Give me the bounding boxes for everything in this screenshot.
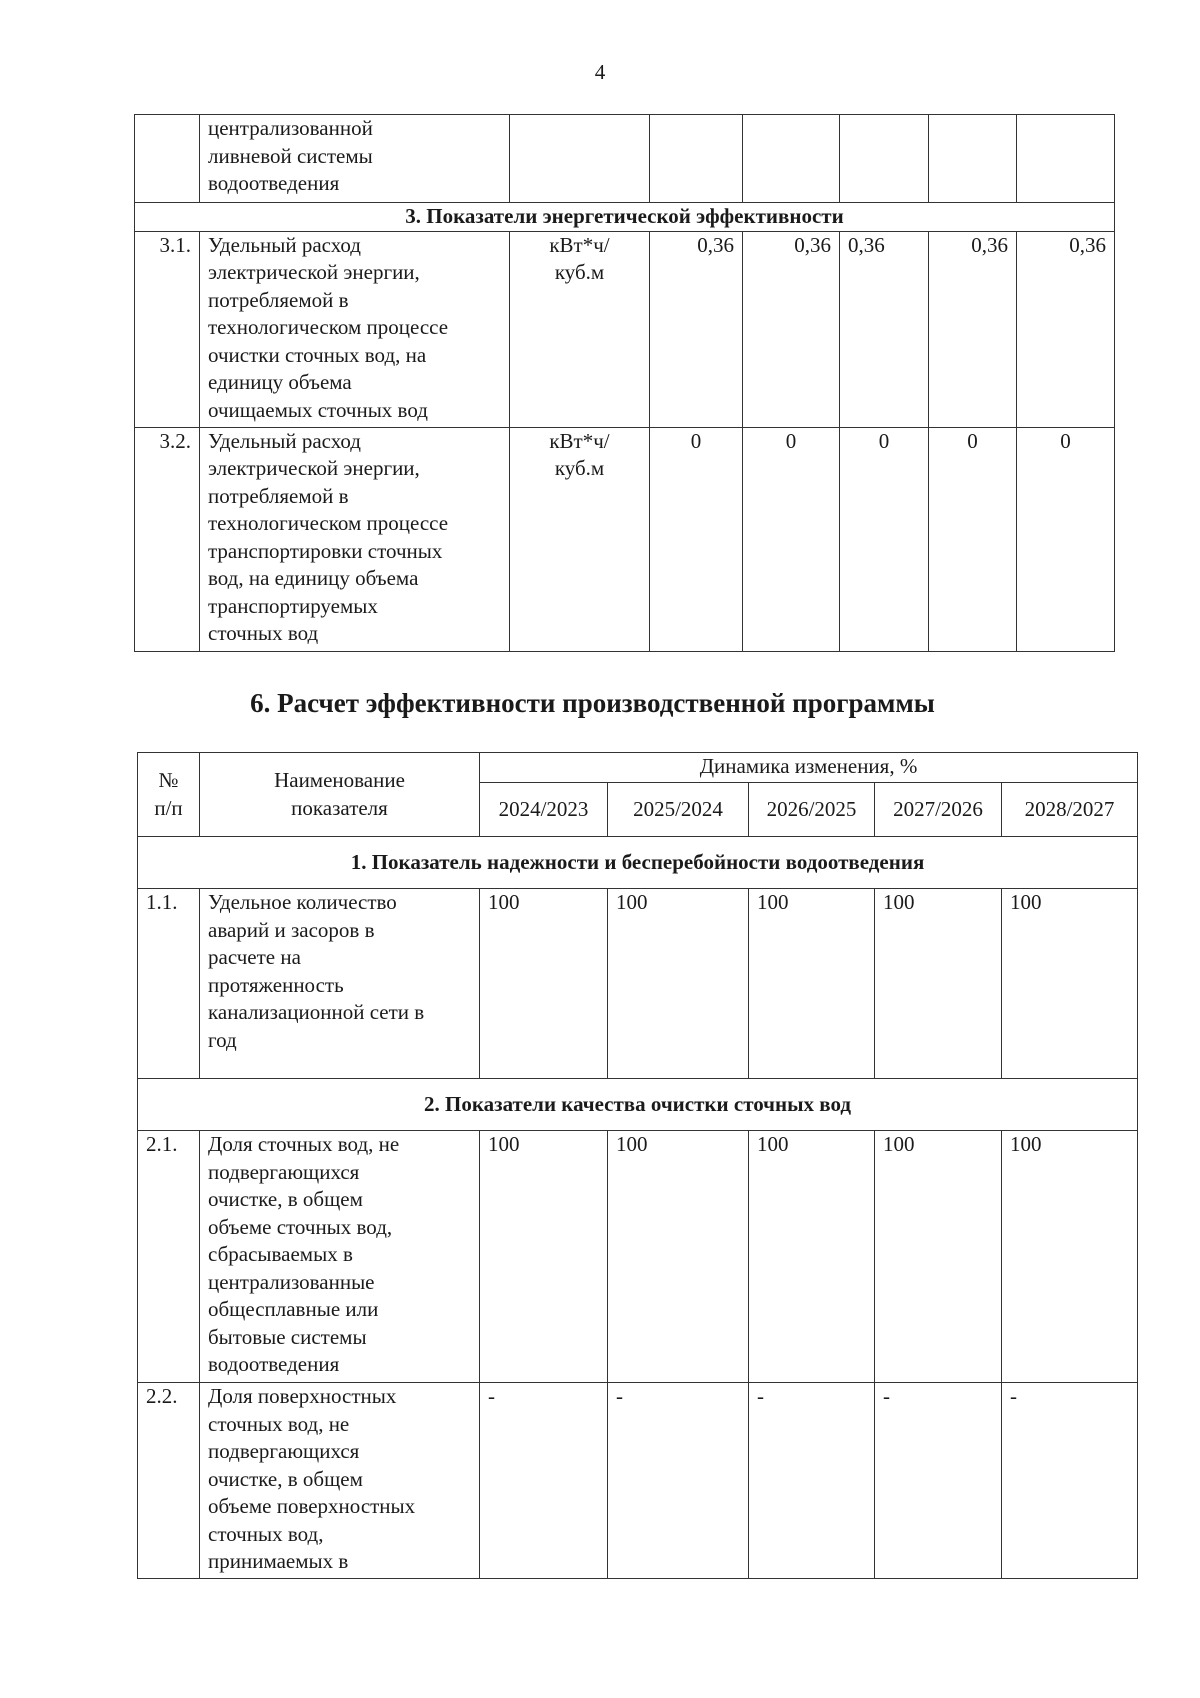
name-line: очистке, в общем [208, 1187, 363, 1211]
name-header-line: Наименование [274, 768, 405, 792]
unit-cell [510, 427, 650, 651]
num-header-line: п/п [154, 795, 183, 820]
value-cell: - [875, 1383, 1002, 1579]
name-line: технологическом процессе [208, 511, 449, 535]
value-cell: - [749, 1383, 875, 1579]
value-cell: 100 [875, 1131, 1002, 1383]
section-3-header: 3. Показатели энергетической эффективности [135, 203, 1115, 232]
value-cell: - [1002, 1383, 1138, 1579]
unit-line: куб.м [554, 456, 605, 480]
name-line: водоотведения [208, 1352, 340, 1376]
value-cell: 0,36 [743, 231, 840, 427]
value-cell [1017, 115, 1115, 203]
value-cell: 100 [480, 889, 608, 1079]
name-line: транспортируемых [208, 593, 378, 618]
indicator-name [200, 1383, 480, 1579]
section-title: 6. Расчет эффективности производственной программы [250, 688, 935, 718]
name-line: Удельный расход [208, 232, 361, 257]
value-cell: 0 [1017, 427, 1115, 651]
table-row [135, 427, 1115, 651]
name-line: централизованные [208, 1269, 375, 1294]
energy-efficiency-table [134, 114, 1115, 652]
name-line: очищаемых сточных вод [208, 397, 428, 422]
indicator-name [200, 889, 480, 1079]
unit-line: кВт*ч/ [549, 232, 610, 257]
name-line: водоотведения [208, 171, 340, 195]
indicator-name [200, 1131, 480, 1383]
row-number: 3.1. [135, 231, 200, 427]
num-cell [135, 115, 200, 203]
name-line: единицу объема [208, 370, 352, 394]
name-line: вод, на единицу объема [208, 566, 419, 590]
value-cell: 100 [1002, 1131, 1138, 1383]
value-cell: 0,36 [1017, 231, 1115, 427]
table-row [135, 115, 1115, 203]
name-line: аварий и засоров в [208, 917, 375, 942]
name-line: электрической энергии, [208, 260, 420, 284]
value-cell: 0,36 [650, 231, 743, 427]
name-line: принимаемых в [208, 1549, 349, 1573]
value-cell: 100 [749, 1131, 875, 1383]
value-cell: 0 [840, 427, 929, 651]
name-line: сточных вод [208, 621, 319, 645]
period-header: 2026/2025 [749, 783, 875, 837]
name-line: Удельное количество [208, 890, 397, 914]
table-row [138, 1383, 1138, 1579]
name-line: сбрасываемых в [208, 1242, 353, 1266]
value-cell: 100 [608, 1131, 749, 1383]
period-header: 2027/2026 [875, 783, 1002, 837]
name-line: электрической энергии, [208, 456, 420, 480]
name-header-line: показателя [291, 795, 388, 820]
value-cell: 0,36 [929, 231, 1017, 427]
row-number: 2.2. [138, 1383, 200, 1579]
unit-line: куб.м [554, 260, 605, 284]
section-header-row [138, 837, 1138, 889]
row-number: 3.2. [135, 427, 200, 651]
name-line: Доля сточных вод, не [208, 1132, 400, 1156]
unit-cell [510, 115, 650, 203]
section-1-header: 1. Показатель надежности и бесперебойности водоотведения [138, 837, 1138, 889]
period-header: 2025/2024 [608, 783, 749, 837]
name-line: централизованной [208, 116, 373, 140]
value-cell: 0,36 [840, 231, 929, 427]
dynamics-header: Динамика изменения, % [480, 753, 1138, 783]
period-header: 2024/2023 [480, 783, 608, 837]
name-line: транспортировки сточных [208, 538, 443, 563]
name-header [200, 753, 480, 837]
table-row [138, 1131, 1138, 1383]
indicator-name [200, 427, 510, 651]
name-line: технологическом процессе [208, 315, 449, 339]
value-cell [929, 115, 1017, 203]
name-line: Доля поверхностных [208, 1384, 397, 1408]
name-line: Удельный расход [208, 428, 361, 453]
efficiency-calculation-table [137, 752, 1138, 1579]
page-number: 4 [594, 60, 606, 84]
name-line: расчете на [208, 945, 301, 969]
value-cell: 0 [929, 427, 1017, 651]
section-2-header: 2. Показатели качества очистки сточных вод [138, 1079, 1138, 1131]
section-header-row [138, 1079, 1138, 1131]
value-cell [840, 115, 929, 203]
name-line: объеме поверхностных [208, 1494, 416, 1518]
name-line: канализационной сети в [208, 1000, 425, 1024]
name-line: ливневой системы [208, 143, 373, 168]
unit-line: кВт*ч/ [549, 428, 610, 453]
section-header-row [135, 203, 1115, 232]
name-line: подвергающихся [208, 1439, 360, 1463]
name-line: общесплавные или [208, 1297, 379, 1321]
value-cell: - [608, 1383, 749, 1579]
value-cell: 100 [480, 1131, 608, 1383]
name-line: потребляемой в [208, 287, 349, 312]
num-header-line: № [158, 768, 179, 792]
name-line: подвергающихся [208, 1159, 360, 1184]
table-row [135, 231, 1115, 427]
name-line: очистки сточных вод, на [208, 342, 427, 367]
name-line: протяженность [208, 972, 344, 997]
name-line: бытовые системы [208, 1324, 367, 1349]
header-row [138, 753, 1138, 783]
num-header [138, 753, 200, 837]
table-row [138, 889, 1138, 1079]
indicator-name [200, 231, 510, 427]
name-line: сточных вод, [208, 1521, 324, 1546]
row-number: 1.1. [138, 889, 200, 1079]
value-cell [743, 115, 840, 203]
row-number: 2.1. [138, 1131, 200, 1383]
value-cell: 100 [875, 889, 1002, 1079]
unit-cell [510, 231, 650, 427]
value-cell: 0 [743, 427, 840, 651]
period-header: 2028/2027 [1002, 783, 1138, 837]
value-cell: 100 [1002, 889, 1138, 1079]
name-line: объеме сточных вод, [208, 1214, 393, 1239]
name-line: потребляемой в [208, 483, 349, 508]
name-line: сточных вод, не [208, 1411, 350, 1436]
name-cell [200, 115, 510, 203]
value-cell: 0 [650, 427, 743, 651]
name-line: год [208, 1027, 237, 1052]
name-line: очистке, в общем [208, 1466, 363, 1491]
value-cell: 100 [749, 889, 875, 1079]
value-cell: - [480, 1383, 608, 1579]
value-cell: 100 [608, 889, 749, 1079]
value-cell [650, 115, 743, 203]
